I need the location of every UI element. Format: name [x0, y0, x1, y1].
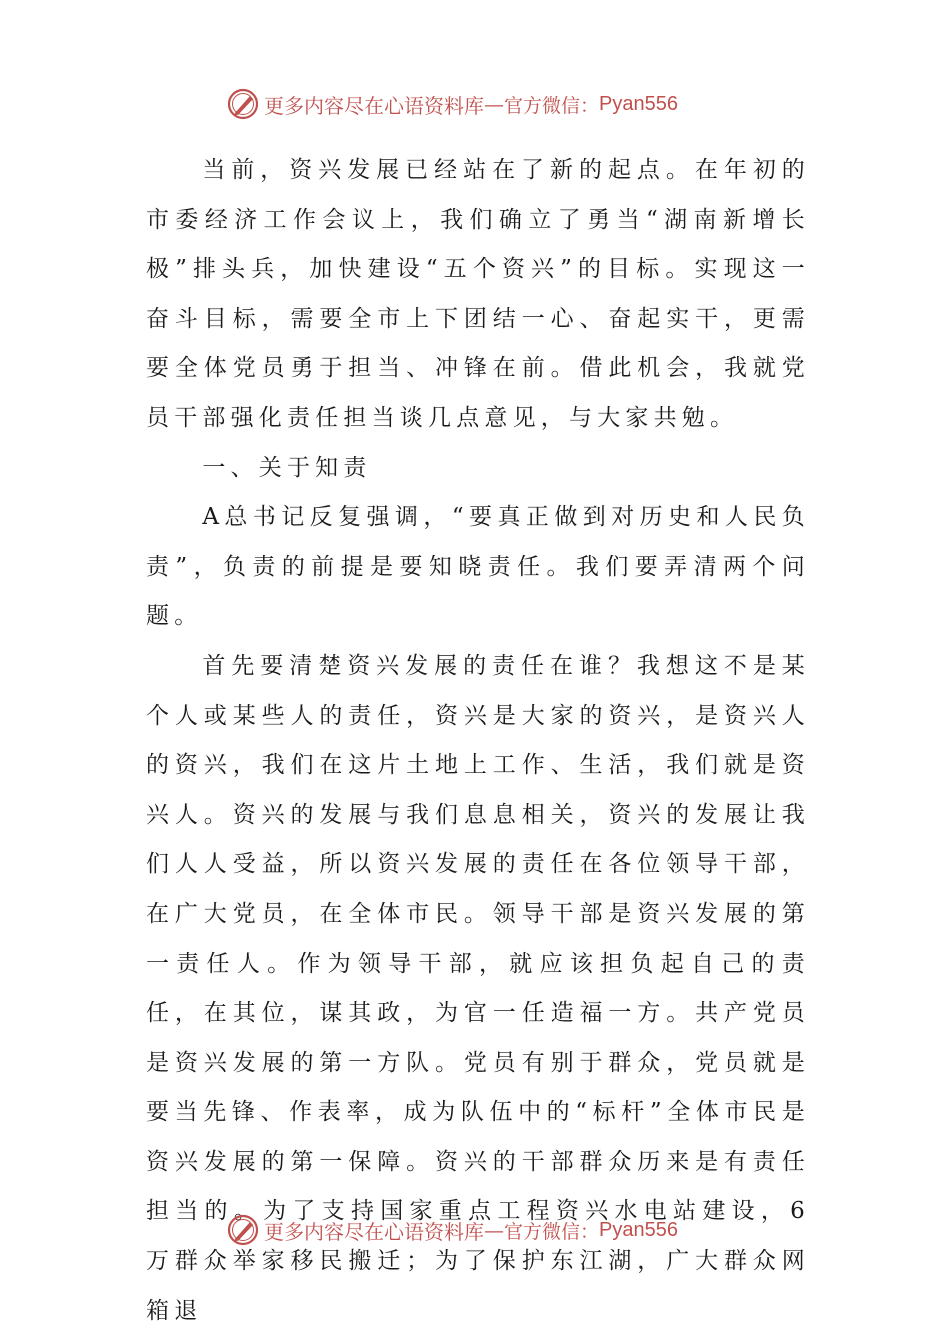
watermark-wechat-id: Pyan556	[599, 1218, 678, 1241]
watermark-header	[226, 84, 678, 124]
watermark-wechat-id: Pyan556	[599, 92, 678, 115]
section-heading: 一、关于知责	[202, 454, 372, 481]
watermark-official-label: 官方微信：	[504, 1220, 600, 1243]
pen-seal-logo-icon	[226, 87, 260, 121]
document-body	[146, 146, 810, 1336]
watermark-footer	[226, 1210, 678, 1250]
watermark-brand: 更多内容尽在心语资料库	[264, 1219, 484, 1244]
paragraph-responsibility: 首先要清楚资兴发展的责任在谁？我想这不是某个人或某些人的责任，资兴是大家的资兴，是资兴人的资兴，我们在这片土地上工作、生活，我们就是资兴人。资兴的发展与我们息息相关，资兴的发展让我们人人受益，所以资兴发展的责任在各位领导干部，在广大党员，在全体市民。领导干部是资兴发展的第一责任人。作为领导干部，就应该担负起自己的责任，在其位，谋其政，为官一任造福一方。共产党员是资兴发展的第一方队。党员有别于群众，党员就是要当先锋、作表率，成为队伍中的“标杆”全体市民是资兴发展的第一保障。资兴的干部群众历来是有责任担当的。为了支持国家重点工程资兴水电站建设，6万群众举家移民搬迁；为了保护东江湖，广大群众网箱退	[146, 652, 810, 1324]
watermark-official-label: 官方微信：	[504, 94, 600, 117]
pen-seal-logo-icon	[226, 1213, 260, 1247]
watermark-brand: 更多内容尽在心语资料库	[264, 93, 484, 118]
paragraph-intro: 当前，资兴发展已经站在了新的起点。在年初的市委经济工作会议上，我们确立了勇当“湖南新增长极”排头兵，加快建设“五个资兴”的目标。实现这一奋斗目标，需要全市上下团结一心、奋起实干，更需要全体党员勇于担当、冲锋在前。借此机会，我就党员干部强化责任担当谈几点意见，与大家共勉。	[146, 157, 810, 431]
paragraph-quote: A总书记反复强调，“要真正做到对历史和人民负责”，负责的前提是要知晓责任。我们要弄清两个问题。	[146, 504, 810, 630]
watermark-dash: —	[484, 92, 504, 116]
watermark-dash: —	[484, 1218, 504, 1242]
